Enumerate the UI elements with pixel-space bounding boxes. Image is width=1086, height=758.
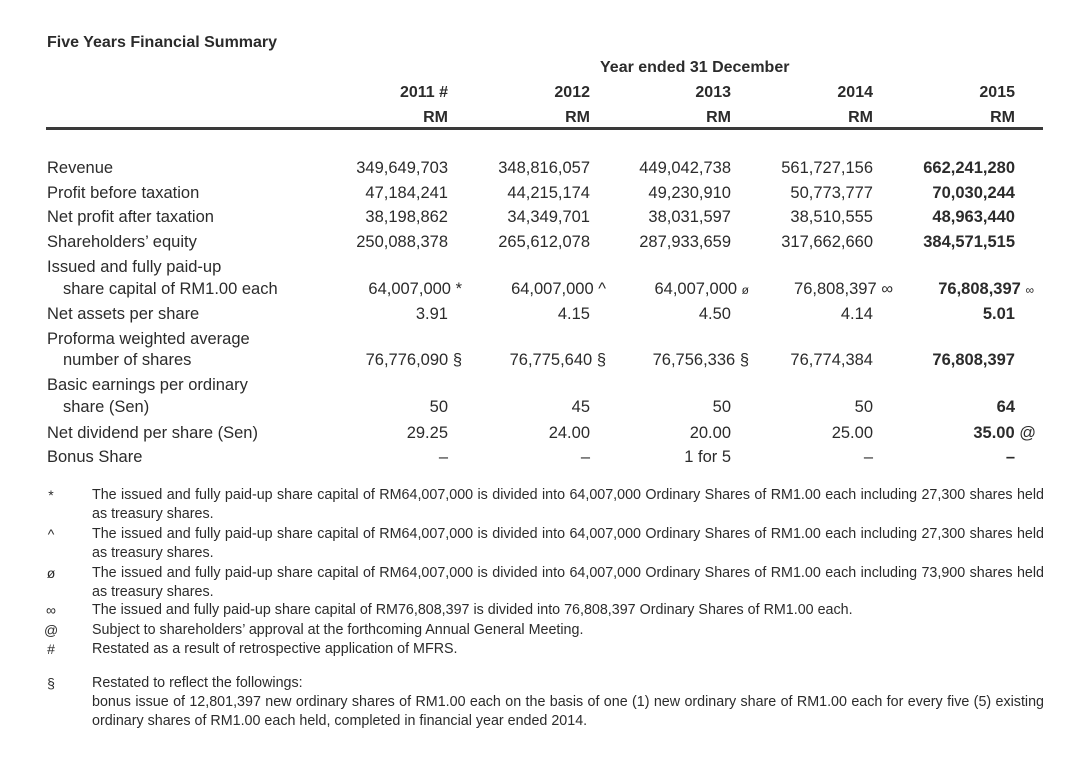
- cell-dividend-2012: 24.00: [548, 424, 590, 442]
- col-unit-2015: RM: [990, 109, 1015, 126]
- cell-eps-2011: 50: [429, 398, 448, 416]
- cell-pbt-2015: 70,030,244: [932, 184, 1015, 202]
- footnote-text: The issued and fully paid-up share capital of RM64,007,000 is divided into 64,007,000 Ordinary Shares of RM1.00 each including 27,300 shares held as treasury shares.: [92, 526, 1044, 561]
- col-year-2011: 2011 #: [399, 84, 448, 101]
- row-label-npat: Net profit after taxation: [47, 208, 214, 226]
- cell-nav-2015: 5.01: [982, 305, 1015, 323]
- footnote-text: The issued and fully paid-up share capital of RM64,007,000 is divided into 64,007,000 Ordinary Shares of RM1.00 each including 73,900 shares held as treasury shares.: [92, 565, 1044, 600]
- cell-pbt-2014: 50,773,777: [790, 184, 873, 202]
- cell-pbt-2013: 49,230,910: [648, 184, 731, 202]
- cell-equity-2015: 384,571,515: [923, 233, 1015, 251]
- col-year-2012: 2012: [554, 84, 590, 101]
- cell-bonus-2011: –: [438, 448, 448, 466]
- cell-equity-2012: 265,612,078: [498, 233, 590, 251]
- cell-proforma-2013: 76,756,336 §: [652, 351, 749, 369]
- footnote-text: The issued and fully paid-up share capital of RM64,007,000 is divided into 64,007,000 Ordinary Shares of RM1.00 each including 27,300 shares held as treasury shares.: [92, 487, 1044, 522]
- cell-dividend-2014: 25.00: [831, 424, 873, 442]
- row-label-dividend: Net dividend per share (Sen): [47, 424, 258, 442]
- footnote-mark: ^: [598, 280, 606, 298]
- cell-eps-2015: 64: [996, 398, 1015, 416]
- cell-proforma-2012: 76,775,640 §: [509, 351, 606, 369]
- cell-dividend-2015: 35.00 @: [973, 424, 1036, 442]
- footnote-symbol: ø: [46, 565, 56, 581]
- cell-nav-2013: 4.50: [698, 305, 731, 323]
- cell-npat-2011: 38,198,862: [365, 208, 448, 226]
- cell-npat-2012: 34,349,701: [507, 208, 590, 226]
- footnote-mark: §: [596, 351, 606, 369]
- cell-bonus-2014: –: [863, 448, 873, 466]
- cell-proforma-2015: 76,808,397: [932, 351, 1015, 369]
- cell-bonus-2013: 1 for 5: [684, 448, 731, 466]
- row-label-nav: Net assets per share: [47, 305, 200, 323]
- cell-nav-2012: 4.15: [557, 305, 590, 323]
- row-label-proforma-1: Proforma weighted average: [47, 330, 250, 348]
- footnote-symbol: #: [47, 641, 55, 657]
- page-title: Five Years Financial Summary: [47, 34, 278, 51]
- cell-equity-2014: 317,662,660: [781, 233, 873, 251]
- col-unit-2013: RM: [706, 109, 731, 126]
- cell-revenue-2013: 449,042,738: [639, 159, 731, 177]
- footnote-mark: *: [455, 280, 462, 298]
- cell-revenue-2014: 561,727,156: [781, 159, 873, 177]
- col-unit-2012: RM: [565, 109, 590, 126]
- cell-nav-2011: 3.91: [415, 305, 448, 323]
- period-header: Year ended 31 December: [600, 59, 790, 76]
- footnote-text: The issued and fully paid-up share capital of RM76,808,397 is divided into 76,808,397 Ordinary Shares of RM1.00 each.: [92, 602, 853, 618]
- cell-npat-2014: 38,510,555: [790, 208, 873, 226]
- cell-bonus-2015: –: [1005, 448, 1015, 466]
- footnote-symbol: ^: [47, 526, 55, 542]
- footnote-mark: @: [1019, 424, 1036, 442]
- cell-equity-2013: 287,933,659: [639, 233, 731, 251]
- cell-revenue-2012: 348,816,057: [498, 159, 590, 177]
- row-label-revenue: Revenue: [47, 159, 114, 177]
- footnote-mark: ø: [741, 283, 749, 297]
- col-unit-2014: RM: [848, 109, 873, 126]
- row-label-share-capital-2: share capital of RM1.00 each: [63, 280, 278, 298]
- cell-eps-2012: 45: [571, 398, 590, 416]
- footnote-mark: §: [452, 351, 462, 369]
- row-label-proforma-2: number of shares: [63, 351, 192, 369]
- footnote-symbol: §: [47, 675, 55, 691]
- row-label-bonus: Bonus Share: [47, 448, 143, 466]
- footnote-text: Restated to reflect the followings:: [92, 675, 303, 691]
- cell-share-capital-2011: 64,007,000 *: [368, 280, 462, 298]
- footnote-text: Subject to shareholders’ approval at the forthcoming Annual General Meeting.: [92, 622, 584, 638]
- cell-eps-2014: 50: [854, 398, 873, 416]
- footnote-mark: §: [739, 351, 749, 369]
- cell-eps-2013: 50: [712, 398, 731, 416]
- cell-nav-2014: 4.14: [840, 305, 873, 323]
- row-label-pbt: Profit before taxation: [47, 184, 200, 202]
- row-label-eps-2: share (Sen): [63, 398, 150, 416]
- cell-equity-2011: 250,088,378: [356, 233, 448, 251]
- cell-share-capital-2013: 64,007,000 ø: [654, 280, 749, 298]
- footnote-text: Restated as a result of retrospective application of MFRS.: [92, 641, 458, 657]
- cell-share-capital-2015: 76,808,397 ∞: [938, 280, 1034, 298]
- col-unit-2011: RM: [423, 109, 448, 126]
- cell-revenue-2015: 662,241,280: [923, 159, 1015, 177]
- footnote-mark: ∞: [881, 280, 893, 298]
- col-year-2015: 2015: [979, 84, 1015, 101]
- cell-revenue-2011: 349,649,703: [356, 159, 448, 177]
- row-label-share-capital-1: Issued and fully paid-up: [47, 258, 222, 276]
- row-label-eps-1: Basic earnings per ordinary: [47, 376, 248, 394]
- footnote-symbol: ∞: [46, 602, 56, 618]
- cell-share-capital-2014: 76,808,397 ∞: [794, 280, 893, 298]
- row-label-equity: Shareholders’ equity: [47, 233, 197, 251]
- cell-proforma-2014: 76,774,384: [790, 351, 873, 369]
- cell-dividend-2013: 20.00: [689, 424, 731, 442]
- footnote-symbol: *: [48, 487, 54, 503]
- cell-pbt-2012: 44,215,174: [507, 184, 590, 202]
- footnote-mark: ∞: [1025, 283, 1034, 297]
- col-year-2013: 2013: [695, 84, 731, 101]
- cell-share-capital-2012: 64,007,000 ^: [511, 280, 606, 298]
- cell-bonus-2012: –: [580, 448, 590, 466]
- footnote-symbol: @: [44, 622, 59, 638]
- header-rule: [46, 127, 1043, 130]
- col-year-2014: 2014: [837, 84, 873, 101]
- cell-pbt-2011: 47,184,241: [365, 184, 448, 202]
- cell-proforma-2011: 76,776,090 §: [365, 351, 462, 369]
- cell-dividend-2011: 29.25: [406, 424, 448, 442]
- footnote-detail: bonus issue of 12,801,397 new ordinary shares of RM1.00 each on the basis of one (1) new ordinary share of RM1.00 each for every five (5) existing ordinary shares of RM1.00 each held, completed in financial year ended 2014.: [92, 694, 1044, 729]
- cell-npat-2015: 48,963,440: [932, 208, 1015, 226]
- cell-npat-2013: 38,031,597: [648, 208, 731, 226]
